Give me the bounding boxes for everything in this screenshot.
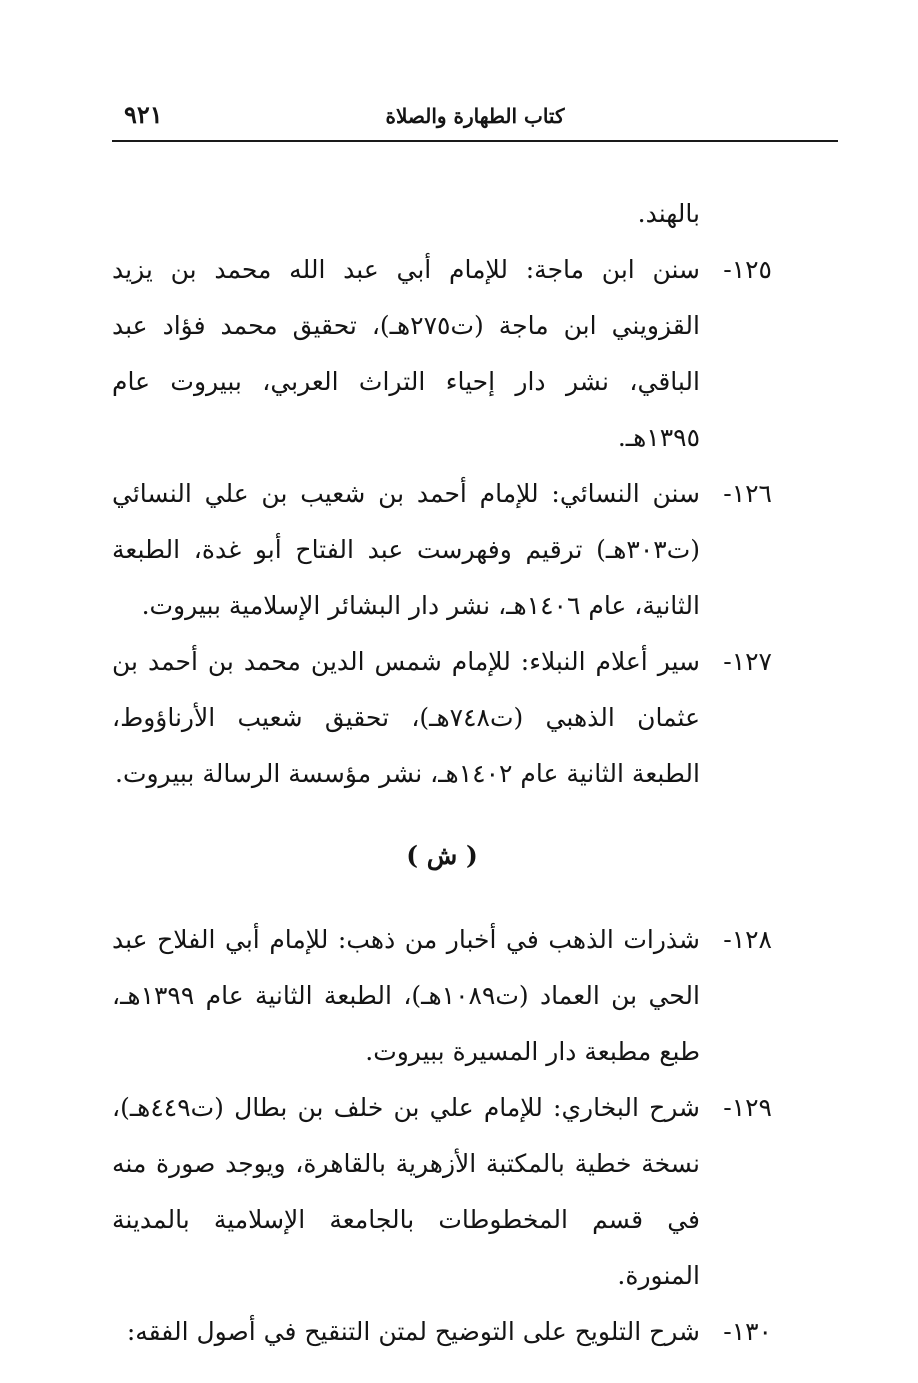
entry-number: ١٢٥- <box>723 255 772 284</box>
section-heading: ( ش ) <box>406 841 478 870</box>
bibliography-entry <box>112 1304 772 1360</box>
bibliography-entry <box>112 1080 772 1304</box>
bibliography-entry <box>112 466 772 634</box>
bibliography-entry <box>112 634 772 802</box>
entry-text: سنن ابن ماجة: للإمام أبي عبد الله محمد بن يزيد القزويني ابن ماجة (ت٢٧٥هـ)، تحقيق محمد فؤاد عبد الباقي، نشر دار إحياء التراث العربي، ببيروت عام ١٣٩٥هـ. <box>112 255 700 452</box>
entry-number: ١٢٩- <box>723 1093 772 1122</box>
book-title: كتاب الطهارة والصلاة <box>385 104 565 128</box>
entry-text: سنن النسائي: للإمام أحمد بن شعيب بن علي النسائي (ت٣٠٣هـ) ترقيم وفهرست عبد الفتاح أبو غدة، الطبعة الثانية، عام ١٤٠٦هـ، نشر دار البشائر الإسلامية ببيروت. <box>112 479 700 620</box>
entry-text: سير أعلام النبلاء: للإمام شمس الدين محمد بن أحمد بن عثمان الذهبي (ت٧٤٨هـ)، تحقيق شعيب الأرناؤوط، الطبعة الثانية عام ١٤٠٢هـ، نشر مؤسسة الرسالة ببيروت. <box>112 647 701 788</box>
page-number: ٩٢١ <box>124 100 163 129</box>
entry-number: ١٢٦- <box>723 479 772 508</box>
entry-number: ١٢٧- <box>723 647 772 676</box>
entry-text: شرح البخاري: للإمام علي بن خلف بن بطال (ت٤٤٩هـ)، نسخة خطية بالمكتبة الأزهرية بالقاهرة، ويوجد صورة منه في قسم المخطوطات بالجامعة الإسلامية بالمدينة المنورة. <box>112 1093 700 1290</box>
entry-number: ١٣٠- <box>723 1317 772 1346</box>
bibliography-entry <box>112 242 772 466</box>
entry-text: شذرات الذهب في أخبار من ذهب: للإمام أبي الفلاح عبد الحي بن العماد (ت١٠٨٩هـ)، الطبعة الثانية عام ١٣٩٩هـ، طبع مطبعة دار المسيرة ببيروت. <box>112 925 700 1066</box>
running-head <box>112 98 838 142</box>
continuation-line: بالهند. <box>637 199 700 228</box>
bibliography-entry <box>112 912 772 1080</box>
bibliography-text <box>112 186 772 1360</box>
entry-text: شرح التلويح على التوضيح لمتن التنقيح في أصول الفقه: <box>126 1317 700 1346</box>
entry-number: ١٢٨- <box>723 925 772 954</box>
